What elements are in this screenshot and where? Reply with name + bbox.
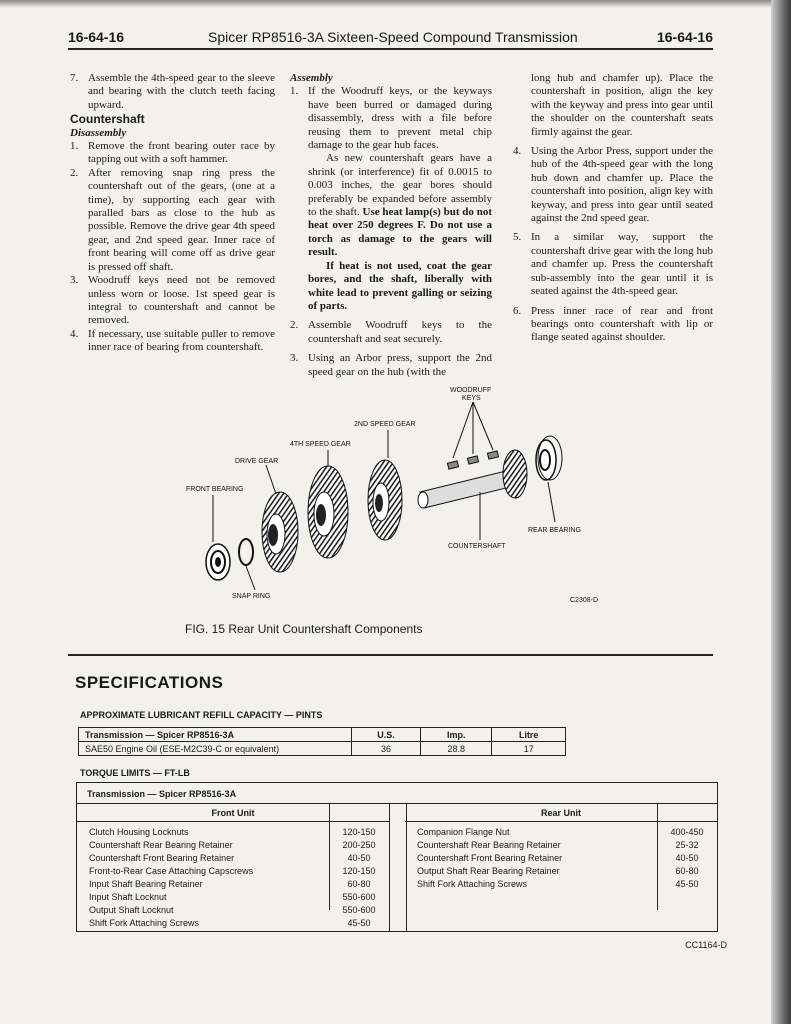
list-item: 5. In a similar way, support the countershaft drive gear with the long hub and chamfer up. Press the countershaft sub-assembly into the gear until it is seated against the 4th-speed gear.	[513, 231, 713, 298]
paragraph: As new countershaft gears have a shrink (or interference) fit of 0.0015 to 0.003 inches, the gear bores should preferably be expanded before assembly to the shaft. Use heat lamp(s) but do not heat over 250 degrees F. Do not use a torch as damage to the gears will result.	[308, 152, 492, 259]
drive-gear-part	[262, 492, 298, 572]
label-4th-speed-gear: 4TH SPEED GEAR	[290, 441, 351, 448]
list-item: 2. Assemble Woodruff keys to the countershaft and seat securely.	[290, 319, 492, 345]
table-row	[405, 839, 717, 852]
scan-page-edge	[771, 0, 791, 1024]
countershaft-part	[418, 450, 527, 508]
torque-item-label: Output Shaft Rear Bearing Retainer	[417, 866, 560, 876]
list-item: 4. If necessary, use suitable puller to remove inner race of bearing from countershaft.	[70, 327, 275, 354]
rear-unit-column	[405, 805, 717, 891]
table-row	[77, 826, 389, 839]
front-bearing-part	[206, 544, 230, 580]
refill-capacity-caption: APPROXIMATE LUBRICANT REFILL CAPACITY — PINTS	[80, 710, 323, 720]
header-rule	[68, 48, 713, 50]
torque-item-value: 45-50	[347, 918, 371, 928]
countershaft-exploded-diagram	[180, 382, 610, 612]
torque-item-value: 120-150	[342, 866, 376, 876]
torque-item-value: 45-50	[675, 879, 699, 889]
torque-item-value: 200-250	[342, 840, 376, 850]
torque-item-value: 550-600	[342, 905, 376, 915]
rear-unit-header: Rear Unit	[405, 805, 717, 822]
torque-item-label: Input Shaft Locknut	[89, 892, 167, 902]
table-row: SAE50 Engine Oil (ESE-M2C39-C or equivalent) 36 28.8 17	[79, 742, 566, 756]
figure-code: C2308-D	[570, 597, 599, 604]
rear-bearing-part	[536, 436, 562, 480]
4th-speed-gear-part	[308, 466, 348, 558]
front-unit-column	[77, 805, 389, 930]
table-row	[77, 917, 389, 930]
table-row	[405, 826, 717, 839]
torque-item-label: Input Shaft Bearing Retainer	[89, 879, 203, 889]
front-unit-header: Front Unit	[77, 805, 389, 822]
section-heading-countershaft: Countershaft	[70, 112, 145, 127]
page-number-right: 16-64-16	[656, 29, 713, 45]
torque-item-label: Countershaft Front Bearing Retainer	[89, 853, 235, 863]
torque-item-label: Shift Fork Attaching Screws	[89, 918, 200, 928]
torque-item-value: 40-50	[675, 853, 699, 863]
table-row	[77, 865, 389, 878]
torque-item-label: Countershaft Rear Bearing Retainer	[89, 840, 233, 850]
column-2	[290, 72, 492, 379]
table-header-row: Transmission — Spicer RP8516-3A U.S. Imp. Litre	[79, 728, 566, 742]
column-3	[513, 72, 713, 345]
torque-item-label: Output Shaft Locknut	[89, 905, 174, 915]
torque-item-label: Companion Flange Nut	[417, 827, 510, 837]
list-item: 4. Using the Arbor Press, support under the hub of the 4th-speed gear with the long hub down and chamfer up. Place the countershaft into position, align key with keyway, and press into gear until seated against the 2nd speed gear.	[513, 145, 713, 225]
paragraph: long hub and chamfer up). Place the countershaft in position, align the key with the keyway and press into gear until the shoulder on the countershaft seats firmly against the gear.	[531, 72, 713, 138]
torque-item-value: 120-150	[342, 827, 376, 837]
subheading-disassembly: Disassembly	[70, 126, 127, 139]
list-item: 1. Remove the front bearing outer race by tapping out with a soft hammer.	[70, 140, 275, 166]
label-2nd-speed-gear: 2ND SPEED GEAR	[354, 421, 416, 428]
label-countershaft: COUNTERSHAFT	[448, 543, 506, 550]
table-row	[405, 878, 717, 891]
torque-item-value: 25-32	[675, 840, 699, 850]
torque-limits-table	[76, 782, 718, 932]
label-rear-bearing: REAR BEARING	[528, 527, 581, 534]
torque-limits-caption: TORQUE LIMITS — FT-LB	[80, 768, 190, 778]
torque-item-label: Clutch Housing Locknuts	[89, 827, 189, 837]
torque-item-label: Shift Fork Attaching Screws	[417, 879, 528, 889]
list-item: 6. Press inner race of rear and front bearings onto countershaft with lip or flange seated against shoulder.	[513, 304, 713, 344]
table-row	[77, 891, 389, 904]
figure-caption: FIG. 15 Rear Unit Countershaft Components	[185, 622, 423, 636]
torque-item-label: Front-to-Rear Case Attaching Capscrews	[89, 866, 254, 876]
page-number-left: 16-64-16	[68, 29, 125, 45]
label-woodruff: WOODRUFF	[450, 387, 492, 394]
snap-ring-part	[239, 539, 253, 565]
section-rule	[68, 654, 713, 656]
torque-item-value: 550-600	[342, 892, 376, 902]
caution-text: Use heat lamp(s) but do not heat over 250 degrees F. Do not use a torch as damage to the gears will result.	[308, 206, 492, 259]
spec-code: CC1164-D	[685, 940, 727, 950]
list-item: 2. After removing snap ring press the countershaft out of the gears, (one at a time), by supporting each gear with paralled bars as close to the hub as possible. Remove the drive gear 4th speed gear, and 2nd speed gear. Inner race of front bearing will come off as drive gear is pressed off shaft.	[70, 166, 275, 273]
list-item: 1. If the Woodruff keys, or the keyways have been burred or damaged during disassembly, dress with a file before reusing them to prevent metal chip damage to the gear hub faces.	[290, 85, 492, 152]
table-row	[77, 852, 389, 865]
label-front-bearing: FRONT BEARING	[186, 486, 244, 493]
refill-capacity-table	[78, 727, 566, 756]
table-row	[77, 904, 389, 917]
table-row	[405, 852, 717, 865]
torque-item-value: 40-50	[347, 853, 371, 863]
torque-table-header: Transmission — Spicer RP8516-3A	[87, 789, 237, 799]
list-item: 7. Assemble the 4th-speed gear to the sleeve and bearing with the clutch teeth facing upward.	[70, 72, 275, 111]
scan-top-shadow	[0, 0, 791, 8]
label-keys: KEYS	[462, 395, 481, 402]
column-1	[70, 72, 275, 355]
list-item: 3. Woodruff keys need not be removed unless worn or loose. 1st speed gear is integral to countershaft and cannot be removed.	[70, 274, 275, 327]
torque-item-value: 60-80	[675, 866, 699, 876]
torque-item-label: Countershaft Front Bearing Retainer	[417, 853, 563, 863]
2nd-speed-gear-part	[368, 460, 402, 540]
table-row	[77, 878, 389, 891]
caution-paragraph: If heat is not used, coat the gear bores, and the shaft, liberally with white lead to prevent galling or seizing of parts.	[308, 259, 492, 312]
specifications-heading: SPECIFICATIONS	[75, 673, 224, 692]
label-snap-ring: SNAP RING	[232, 593, 271, 600]
table-row	[77, 839, 389, 852]
table-row	[405, 865, 717, 878]
page-title: Spicer RP8516-3A Sixteen-Speed Compound Transmission	[208, 29, 578, 45]
list-item: 3. Using an Arbor press, support the 2nd speed gear on the hub (with the	[290, 352, 492, 378]
page-header	[68, 25, 713, 49]
torque-item-value: 400-450	[670, 827, 704, 837]
label-drive-gear: DRIVE GEAR	[235, 458, 279, 465]
subheading-assembly: Assembly	[290, 72, 333, 84]
torque-item-label: Countershaft Rear Bearing Retainer	[417, 840, 561, 850]
torque-item-value: 60-80	[347, 879, 371, 889]
